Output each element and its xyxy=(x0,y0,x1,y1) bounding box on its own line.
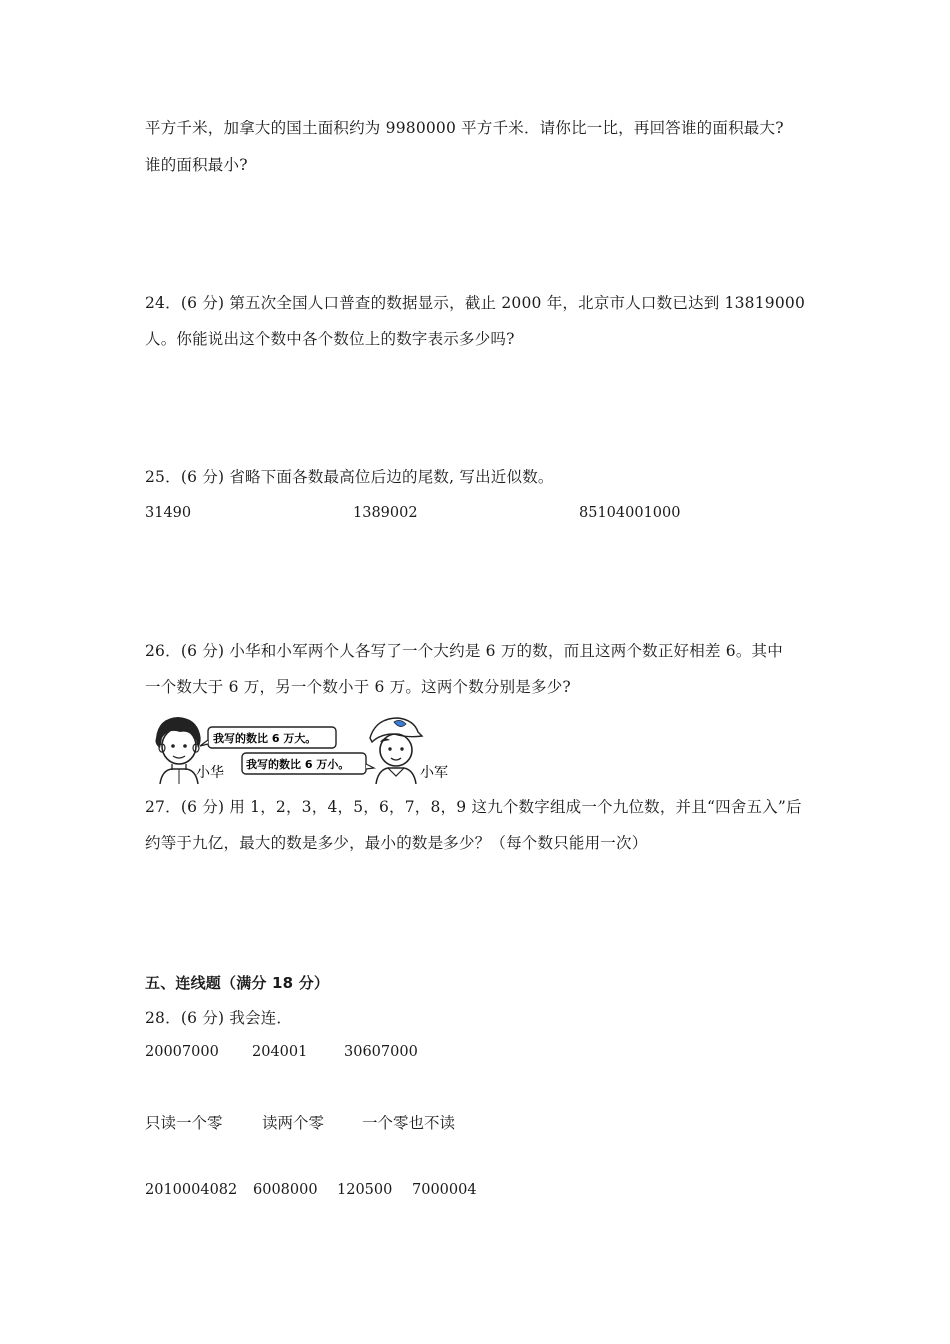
q28-row3-item-2: 6008000 xyxy=(253,1182,318,1198)
q28-row2-item-2: 读两个零 xyxy=(262,1114,325,1132)
q28-row3-item-1: 2010004082 xyxy=(145,1182,238,1198)
name-xiaohua: 小华 xyxy=(196,765,224,781)
q28-row2-item-3: 一个零也不读 xyxy=(362,1114,456,1132)
q25-number-1: 31490 xyxy=(145,505,192,521)
q27-line-1: 27．(6 分) 用 1，2，3，4，5，6，7，8，9 这九个数字组成一个九位数，并且“四舍五入”后 xyxy=(145,798,802,816)
boy-xiaohua-figure xyxy=(156,717,201,784)
q25-number-2: 1389002 xyxy=(353,505,418,521)
q28-row1-item-2: 204001 xyxy=(252,1044,308,1060)
dialogue-illustration xyxy=(150,712,460,784)
q28-line-1: 28．(6 分) 我会连． xyxy=(145,1009,293,1027)
q24-line-2: 人。你能说出这个数中各个数位上的数字表示多少吗? xyxy=(145,330,515,348)
q23-line-1: 平方千米，加拿大的国土面积约为 9980000 平方千米．请你比一比，再回答谁的面积最大? xyxy=(145,119,784,137)
q26-line-2: 一个数大于 6 万，另一个数小于 6 万。这两个数分别是多少? xyxy=(145,678,571,696)
q28-row1-item-1: 20007000 xyxy=(145,1044,219,1060)
q27-line-2: 约等于九亿，最大的数是多少，最小的数是多少？（每个数只能用一次） xyxy=(145,834,648,852)
q28-row3-item-3: 120500 xyxy=(337,1182,393,1198)
name-xiaojun: 小军 xyxy=(420,765,448,781)
q24-line-1: 24．(6 分) 第五次全国人口普查的数据显示，截止 2000 年，北京市人口数已达到 13819000 xyxy=(145,294,806,312)
q28-row1-item-3: 30607000 xyxy=(344,1044,418,1060)
section-5-heading: 五、连线题（满分 18 分） xyxy=(145,974,330,992)
boy-xiaojun-figure xyxy=(370,718,422,784)
q26-line-1: 26．(6 分) 小华和小军两个人各写了一个大约是 6 万的数，而且这两个数正好相差 6。其中 xyxy=(145,642,783,660)
speech-bubble-2-text: 我写的数比 6 万小。 xyxy=(246,758,350,771)
speech-bubble-1-text: 我写的数比 6 万大。 xyxy=(213,732,317,745)
q25-number-3: 85104001000 xyxy=(579,505,681,521)
q23-line-2: 谁的面积最小? xyxy=(145,156,248,174)
q25-line-1: 25．(6 分) 省略下面各数最高位后边的尾数, 写出近似数。 xyxy=(145,468,554,486)
q28-row3-item-4: 7000004 xyxy=(412,1182,477,1198)
q28-row2-item-1: 只读一个零 xyxy=(145,1114,223,1132)
